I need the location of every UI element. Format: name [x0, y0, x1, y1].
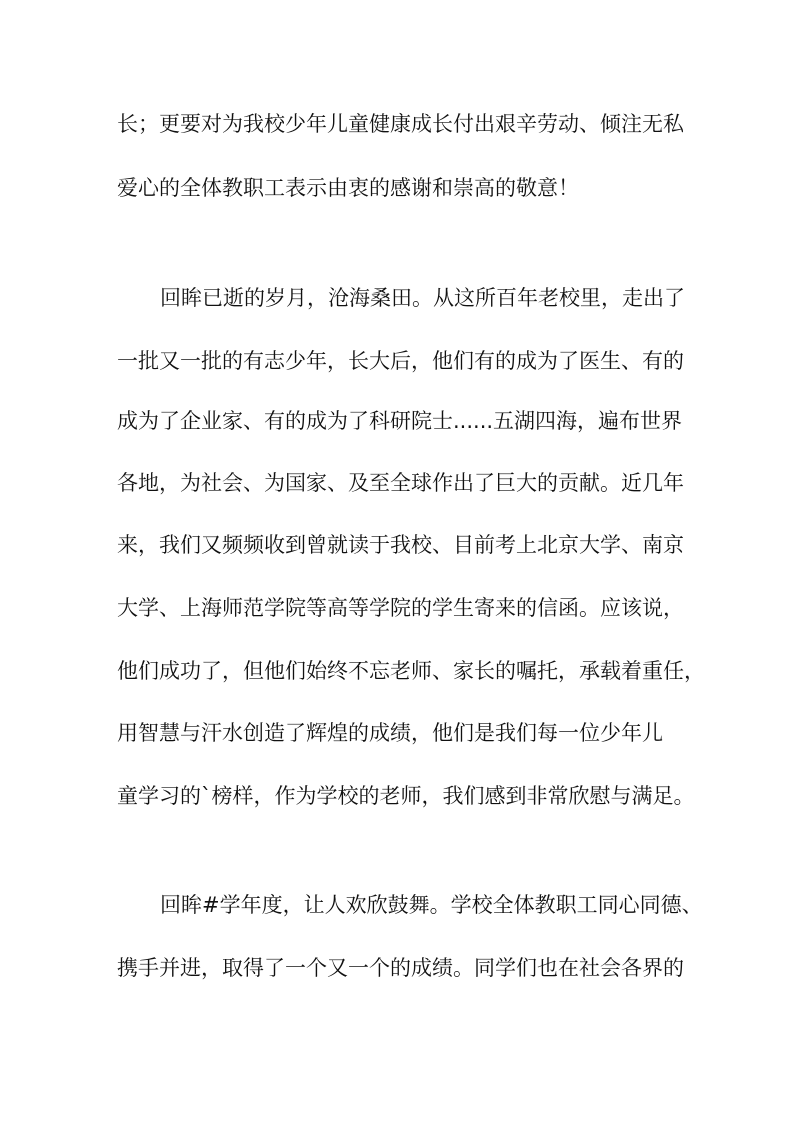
paragraph-1-line-2: 爱心的全体教职工表示由衷的感谢和崇高的敬意！ [117, 176, 579, 200]
paragraph-1-line-1: 长；更要对为我校少年儿童健康成长付出艰辛劳动、倾注无私 [117, 112, 684, 136]
paragraph-2-line-4: 各地，为社会、为国家、及至全球作出了巨大的贡献。近几年 [117, 471, 684, 495]
paragraph-2-line-7: 他们成功了，但他们始终不忘老师、家长的嘱托，承载着重任， [117, 659, 705, 683]
paragraph-2-line-6: 大学、上海师范学院等高等学院的学生寄来的信函。应该说， [117, 596, 684, 620]
paragraph-2-line-9: 童学习的`榜样，作为学校的老师，我们感到非常欣慰与满足。 [117, 784, 695, 808]
paragraph-3-line-2: 携手并进，取得了一个又一个的成绩。同学们也在社会各界的 [117, 956, 684, 980]
paragraph-2-line-1: 回眸已逝的岁月，沧海桑田。从这所百年老校里，走出了 [160, 286, 685, 310]
paragraph-2-line-2: 一批又一批的有志少年，长大后，他们有的成为了医生、有的 [117, 349, 684, 373]
paragraph-2-line-5: 来，我们又频频收到曾就读于我校、目前考上北京大学、南京 [117, 533, 684, 557]
paragraph-2-line-8: 用智慧与汗水创造了辉煌的成绩，他们是我们每一位少年儿 [117, 721, 663, 745]
paragraph-2-line-3: 成为了企业家、有的成为了科研院士......五湖四海，遍布世界 [117, 409, 683, 433]
paragraph-3-line-1: 回眸#学年度，让人欢欣鼓舞。学校全体教职工同心同德、 [160, 893, 703, 917]
